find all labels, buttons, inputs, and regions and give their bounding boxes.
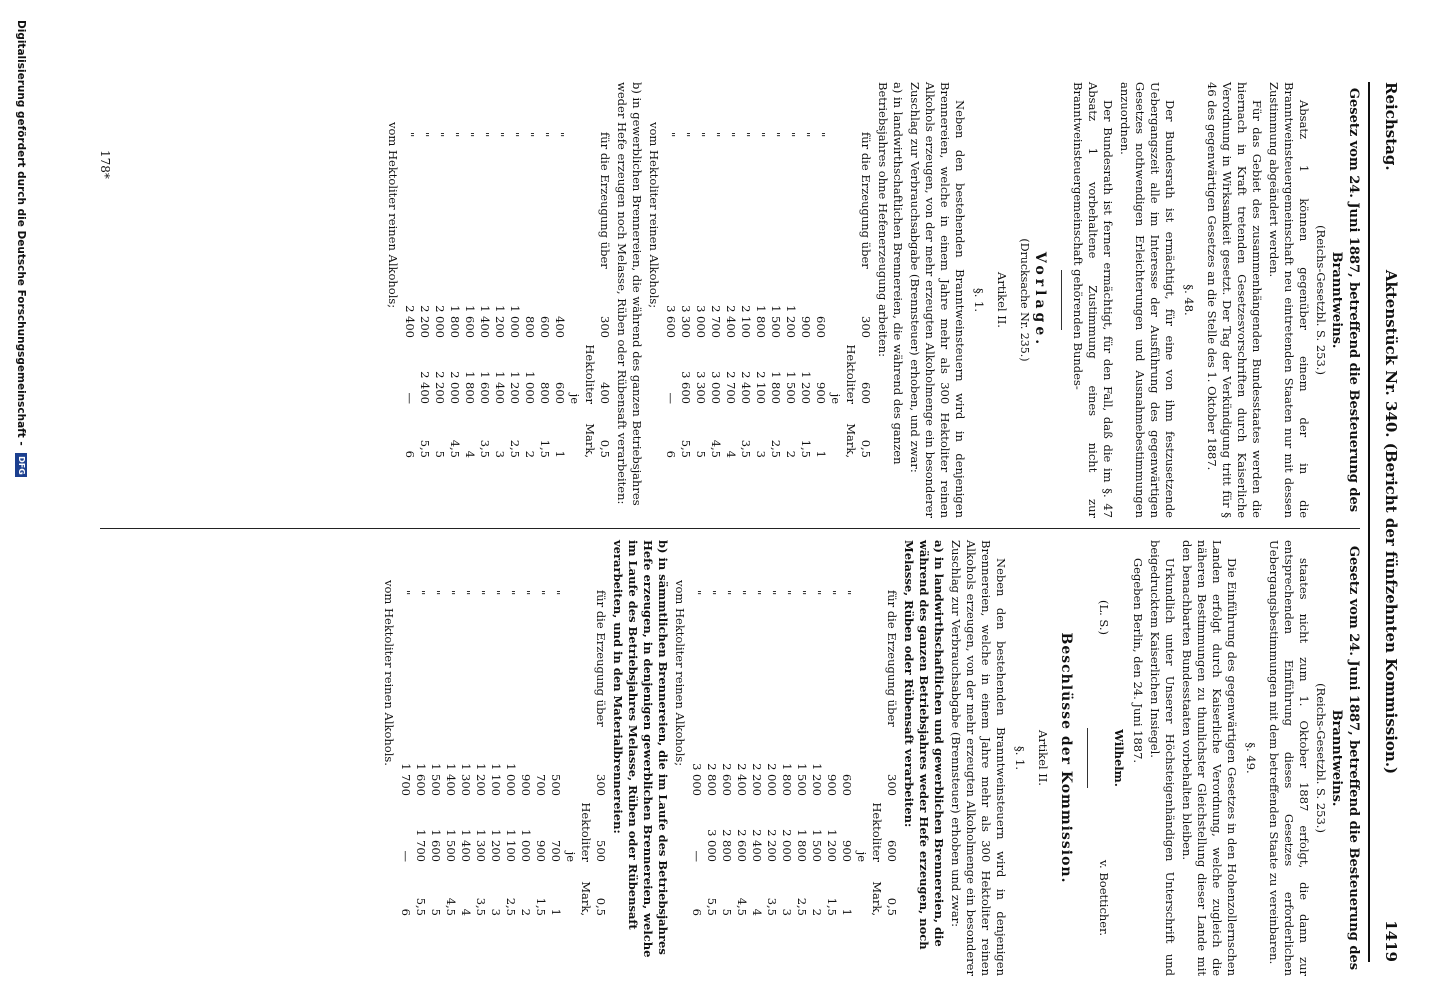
table-row xyxy=(734,540,749,976)
column-divider xyxy=(100,528,1360,529)
rate-cell-from: 2 100 xyxy=(739,305,753,338)
rate-cell-rate: 1,5 xyxy=(799,439,813,458)
rate-cell-to: 700 xyxy=(549,840,563,862)
rate-cell-label: " xyxy=(448,132,462,138)
right-sub-b: b) in sämmtlichen Brennereien, die im Laufe des Betriebsjahres Hefe erzeugen, in denjenigen gewerblichen Brennereien, welche im Laufe des Betriebsjahres Melasse, Rüben oder Rübensaft verarbeiten, und in den Materialbrennereien: xyxy=(611,540,670,958)
table-row xyxy=(824,540,839,976)
rate-cell-from: 2 400 xyxy=(403,305,417,338)
rate-cell-from: 600 xyxy=(814,316,828,338)
left-title: Gesetz vom 24. Juni 1887, betreffend die Besteuerung des Branntweins. xyxy=(1329,87,1361,513)
rate-cell-to: 600 xyxy=(553,382,567,404)
left-sub-b: b) in gewerblichen Brennereien, die während des ganzen Betriebsjahres weder Hefe erzeugen noch Melasse, Rüben oder Rübensaft verarbeiten: xyxy=(615,82,644,506)
right-section-1-text: Neben den bestehenden Branntweinsteuern wird in denjenigen Brennereien, welche in einem Jahre mehr als 300 Hektoliter reinen Alkohols erzeugen, von der mehr erzeugten Alkoholmenge ein besonderer Zuschlag zur Verbrauchsabgabe (Brennsteuer) erhoben und zwar: xyxy=(949,540,1008,976)
rate-cell-rate: 5 xyxy=(433,450,447,458)
rate-cell-from: 900 xyxy=(799,316,813,338)
rate-cell-rate: 1,5 xyxy=(538,439,552,458)
rate-cell-rate: 0,5 Mark, xyxy=(579,881,608,916)
rate-cell-from: 1 400 xyxy=(444,763,458,796)
rate-cell-rate: 4,5 xyxy=(444,897,458,916)
rate-cell-rate: 1,5 xyxy=(534,897,548,916)
rate-cell-from: 1 500 xyxy=(769,305,783,338)
rate-cell-from: 1 300 xyxy=(459,763,473,796)
rate-cell-label: " xyxy=(429,590,443,596)
rate-cell-rate: 6 xyxy=(403,450,417,458)
rate-cell-to: 1 800 xyxy=(795,829,809,862)
rate-cell-label: " xyxy=(478,132,492,138)
right-per-hl-a: vom Hektoliter reinen Alkohols; xyxy=(673,580,687,767)
rate-cell-from: 1 800 xyxy=(754,305,768,338)
rate-cell-from: 1 000 xyxy=(508,305,522,338)
table-row xyxy=(839,540,854,976)
rate-cell-to: 1 000 xyxy=(523,371,537,404)
rate-cell-label: " xyxy=(840,590,854,596)
rate-cell-rate: 1 xyxy=(553,450,567,458)
table-row xyxy=(522,82,537,518)
vorlage-heading: Vorlage. xyxy=(1032,251,1048,349)
table-row xyxy=(704,540,719,976)
table-row xyxy=(809,540,824,976)
rate-cell-label: für die Erzeugung über xyxy=(885,590,899,727)
rate-cell-to: 3 000 xyxy=(705,829,719,862)
rate-cell-from: 1 200 xyxy=(493,305,507,338)
rate-cell-label: " xyxy=(493,132,507,138)
rate-cell-rate: 1 xyxy=(840,908,854,916)
rate-cell-label: " xyxy=(795,590,809,596)
rate-cell-rate: 5 xyxy=(429,908,443,916)
table-row xyxy=(798,82,813,518)
rate-cell-rate: 5 xyxy=(720,908,734,916)
rate-cell-from: 1 800 xyxy=(780,763,794,796)
rate-cell-from: 1 600 xyxy=(414,763,428,796)
rate-cell-rate: 5,5 xyxy=(679,439,693,458)
table-row xyxy=(693,82,708,518)
separator-right xyxy=(1087,728,1088,788)
rate-cell-label: " xyxy=(489,590,503,596)
rate-cell-rate: 2,5 xyxy=(769,439,783,458)
rate-cell-label: " xyxy=(799,132,813,138)
table-row xyxy=(447,82,462,518)
rate-cell-from: 300 xyxy=(598,316,612,338)
seal-row xyxy=(1096,540,1111,976)
rate-cell-rate: 1,5 xyxy=(825,897,839,916)
table-row xyxy=(719,540,734,976)
rate-cell-label: " xyxy=(679,132,693,138)
separator xyxy=(1061,270,1062,330)
rate-cell-to: 1 200 xyxy=(489,829,503,862)
rate-cell-to: 1 200 xyxy=(508,371,522,404)
rate-cell-rate: 2 xyxy=(784,450,798,458)
rate-cell-label: " xyxy=(519,590,533,596)
digitization-note: Digitalisierung gefördert durch die Deutsche Forschungsgemeinschaft - DFG xyxy=(15,20,27,477)
rate-cell-to: 2 700 xyxy=(724,371,738,404)
rate-cell-from: 800 xyxy=(523,316,537,338)
rate-cell-label: " xyxy=(825,590,839,596)
rate-cell-to: 1 400 xyxy=(459,829,473,862)
rate-cell-to: 1 800 xyxy=(769,371,783,404)
table-row xyxy=(402,82,417,518)
rate-cell-from: 300 xyxy=(885,774,899,796)
rate-cell-to: 1 400 xyxy=(493,371,507,404)
rate-cell-to: 1 300 xyxy=(474,829,488,862)
rate-cell-from: 700 xyxy=(534,774,548,796)
rate-cell-to: 1 500 xyxy=(784,371,798,404)
rate-cell-rate: 0,5 Mark, xyxy=(583,423,612,458)
left-section-48-text-1: Der Bundesrath ist ermächtigt, für eine von ihm festzusetzende Uebergangszeit alle im Interesse der Ausführung des gegenwärtigen Gesetzes nothwendigen Erleichterungen und Ausnahmebestimmungen anzuordnen. xyxy=(1118,82,1177,518)
right-sub-a: a) in landwirthschaftlichen und gewerblichen Brennereien, die während des ganzen Betriebsjahres weder Hefe erzeugen, noch Melasse, Rüben oder Rübensaft verarbeiten: xyxy=(902,540,946,950)
left-paragraph-1: Absatz 1 können gegenüber einem der in die Branntweinsteuergemeinschaft neu eintretenden Staaten nur mit dessen Zustimmung abgeändert werden. xyxy=(1267,82,1311,518)
rate-cell-label: " xyxy=(474,590,488,596)
right-section-49-text-3: Gegeben Berlin, den 24. Juni 1887. xyxy=(1131,558,1145,764)
left-sub-a: a) in landwirthschaftlichen Brennereien, die während des ganzen Betriebsjahres ohne Hefenerzeugung arbeiten: xyxy=(876,82,905,465)
table-row xyxy=(567,82,612,518)
rate-cell-to: 1 000 xyxy=(519,829,533,862)
left-section-48: §. 48. xyxy=(1182,284,1196,316)
table-row xyxy=(854,540,899,976)
rate-cell-from: 3 000 xyxy=(694,305,708,338)
rate-cell-label: " xyxy=(664,132,678,138)
rate-cell-to: 2 200 xyxy=(765,829,779,862)
header-center: Aktenstück Nr. 340. (Bericht der fünfzehnten Kommission.) xyxy=(1382,269,1400,775)
rate-cell-to: 500 Hektoliter je xyxy=(564,802,608,862)
rate-cell-from: 3 000 xyxy=(690,763,704,796)
table-row xyxy=(398,540,413,976)
rate-cell-label: " xyxy=(403,132,417,138)
rate-cell-label: " xyxy=(463,132,477,138)
rate-cell-from: 1 600 xyxy=(463,305,477,338)
rate-cell-to: 1 200 xyxy=(825,829,839,862)
rate-cell-to: 2 000 xyxy=(448,371,462,404)
rate-cell-label: " xyxy=(444,590,458,596)
table-row xyxy=(689,540,704,976)
rate-cell-to: 1 200 xyxy=(799,371,813,404)
right-section-49-text-1: Die Einführung des gegenwärtigen Gesetzes in den Hohenzollernschen Landen erfolgt durch Kaiserliche Verordnung, welche zugleich die näheren Bestimmungen zu thunlichster Gleichstellung dieser Lande mit den benachbarten Bundesstaaten vorbehalten bleiben. xyxy=(1180,540,1239,976)
rate-cell-label: " xyxy=(810,590,824,596)
table-row xyxy=(443,540,458,976)
right-column xyxy=(132,540,1362,976)
rate-cell-to: 1 600 xyxy=(429,829,443,862)
right-section-1: §. 1. xyxy=(1013,745,1027,771)
commission-heading: Beschlüsse der Kommission. xyxy=(1058,632,1074,884)
rate-cell-from: 2 400 xyxy=(724,305,738,338)
rate-cell-to: 600 Hektoliter je xyxy=(855,802,899,862)
table-row xyxy=(768,82,783,518)
rate-cell-to: 900 xyxy=(814,382,828,404)
seal: (L. S.) xyxy=(1097,600,1111,636)
table-row xyxy=(794,540,809,976)
rate-cell-from: 300 xyxy=(859,316,873,338)
rate-cell-to: 2 400 xyxy=(750,829,764,862)
rate-cell-label: " xyxy=(534,590,548,596)
rate-cell-rate: 4,5 xyxy=(709,439,723,458)
left-paragraph-2: Für das Gebiet des zusammenhängenden Bundesstaates werden die hiernach in Kraft tretenden Gesetzesvorschriften durch Kaiserliche Verordnung in Wirksamkeit gesetzt. Der Tag der Verkündigung tritt für § 46 des gegenwärtigen Gesetzes an die Stelle des 1. Oktober 1887. xyxy=(1205,82,1264,518)
rate-cell-from: 2 800 xyxy=(705,763,719,796)
table-row xyxy=(462,82,477,518)
rate-cell-label: " xyxy=(769,132,783,138)
rate-cell-from: 1 500 xyxy=(429,763,443,796)
rate-cell-from: 2 400 xyxy=(735,763,749,796)
rate-cell-label: " xyxy=(508,132,522,138)
rate-cell-rate: 6 xyxy=(690,908,704,916)
rate-cell-from: 500 xyxy=(549,774,563,796)
rate-cell-to: — xyxy=(664,392,678,404)
table-row xyxy=(663,82,678,518)
rate-cell-label: " xyxy=(709,132,723,138)
rate-cell-to: 1 500 xyxy=(444,829,458,862)
rate-cell-to: 1 500 xyxy=(810,829,824,862)
table-row xyxy=(503,540,518,976)
rate-cell-rate: 3 xyxy=(754,450,768,458)
page-number: 1419 xyxy=(1382,920,1400,962)
rate-cell-to: 3 000 xyxy=(709,371,723,404)
rate-cell-label: " xyxy=(399,590,413,596)
rate-cell-rate: 5,5 xyxy=(414,897,428,916)
right-rate-table-b xyxy=(398,540,608,976)
rate-cell-rate: 4 xyxy=(724,450,738,458)
table-row xyxy=(507,82,522,518)
table-row xyxy=(723,82,738,518)
rate-cell-label: für die Erzeugung über xyxy=(594,590,608,727)
rate-cell-to: 3 600 xyxy=(679,371,693,404)
rate-cell-rate: 2 xyxy=(810,908,824,916)
rate-cell-from: 300 xyxy=(594,774,608,796)
table-row xyxy=(417,82,432,518)
table-row xyxy=(413,540,428,976)
rate-cell-label: " xyxy=(754,132,768,138)
rate-cell-rate: 3,5 xyxy=(478,439,492,458)
table-row xyxy=(738,82,753,518)
rate-cell-rate: 6 xyxy=(664,450,678,458)
rate-cell-from: 2 700 xyxy=(709,305,723,338)
rate-cell-label: " xyxy=(553,132,567,138)
rate-cell-label: " xyxy=(750,590,764,596)
rate-cell-to: 2 400 xyxy=(739,371,753,404)
rate-cell-from: 1 200 xyxy=(784,305,798,338)
right-per-hl-b: vom Hektoliter reinen Alkohols. xyxy=(382,580,396,766)
rate-cell-rate: 4,5 xyxy=(448,439,462,458)
table-row xyxy=(492,82,507,518)
rate-cell-rate: 1 xyxy=(549,908,563,916)
rate-cell-rate: 4 xyxy=(459,908,473,916)
rate-cell-rate: 5,5 xyxy=(705,897,719,916)
rate-cell-label: " xyxy=(433,132,447,138)
rate-cell-to: 2 000 xyxy=(780,829,794,862)
right-section-49-text-2: Urkundlich unter Unserer Höchsteigenhändigen Unterschrift und beigedrucktem Kaiserlichen Insiegel. xyxy=(1148,540,1177,976)
signature: Wilhelm. xyxy=(1112,729,1126,787)
rate-cell-from: 1 200 xyxy=(474,763,488,796)
rate-cell-rate: 4,5 xyxy=(735,897,749,916)
rate-cell-from: 3 300 xyxy=(679,305,693,338)
table-row xyxy=(779,540,794,976)
countersign: v. Boetticher. xyxy=(1097,859,1111,936)
right-paragraph-1: staates nicht zum 1. Oktober 1887 erfolgt, die dann zur entsprechenden Einführung dieses Gesetzes erforderlichen Uebergangsbestimmungen mit dem betreffenden Staate zu vereinbaren. xyxy=(1267,540,1311,976)
rate-cell-from: 1 000 xyxy=(504,763,518,796)
left-per-hl-a: vom Hektoliter reinen Alkohols; xyxy=(647,122,661,309)
dfg-logo-icon: DFG xyxy=(15,453,27,477)
rate-cell-rate: 3 xyxy=(493,450,507,458)
table-row xyxy=(753,82,768,518)
rate-cell-to: 1 700 xyxy=(414,829,428,862)
rate-cell-label: " xyxy=(418,132,432,138)
right-section-49: §. 49. xyxy=(1244,742,1258,774)
table-row xyxy=(432,82,447,518)
table-row xyxy=(552,82,567,518)
rate-cell-label: " xyxy=(739,132,753,138)
rate-cell-from: 900 xyxy=(825,774,839,796)
table-row xyxy=(473,540,488,976)
rate-cell-from: 2 200 xyxy=(750,763,764,796)
rate-cell-to: 400 Hektoliter je xyxy=(568,344,612,404)
rate-cell-to: — xyxy=(403,392,417,404)
table-row xyxy=(678,82,693,518)
left-section-48-text-2: Der Bundesrath ist ferner ermächtigt, für den Fall, daß die im §. 47 Absatz 1 vorbehaltene Zustimmung eines nicht zur Branntweinsteuergemeinschaft gehörenden Bundes- xyxy=(1071,82,1115,518)
rate-cell-to: 2 800 xyxy=(720,829,734,862)
rate-cell-rate: 3,5 xyxy=(765,897,779,916)
rate-cell-from: 1 100 xyxy=(489,763,503,796)
table-row xyxy=(477,82,492,518)
right-rate-table-a xyxy=(689,540,899,976)
rate-cell-from: 2 600 xyxy=(720,763,734,796)
rate-cell-to: 2 400 xyxy=(418,371,432,404)
rate-cell-rate: 2,5 xyxy=(508,439,522,458)
rate-cell-label: " xyxy=(765,590,779,596)
left-title-ref: (Reichs-Gesetzbl. S. 253.) xyxy=(1314,225,1328,375)
header-left: Reichstag. xyxy=(1382,82,1400,171)
rate-cell-rate: 2 xyxy=(523,450,537,458)
rate-cell-label: " xyxy=(538,132,552,138)
rate-cell-to: 1 800 xyxy=(463,371,477,404)
rate-cell-from: 1 800 xyxy=(448,305,462,338)
rate-cell-from: 400 xyxy=(553,316,567,338)
rate-cell-label: " xyxy=(523,132,537,138)
left-section-1: §. 1. xyxy=(972,287,986,313)
rate-cell-label: " xyxy=(724,132,738,138)
rate-cell-label: " xyxy=(414,590,428,596)
rate-cell-label: " xyxy=(549,590,563,596)
rate-cell-from: 600 xyxy=(538,316,552,338)
rate-cell-label: für die Erzeugung über xyxy=(598,132,612,269)
rate-cell-rate: 1 xyxy=(814,450,828,458)
rate-cell-to: 800 xyxy=(538,382,552,404)
rate-cell-label: " xyxy=(705,590,719,596)
rate-cell-label: " xyxy=(504,590,518,596)
rate-cell-rate: 2,5 xyxy=(504,897,518,916)
table-row xyxy=(537,82,552,518)
rate-cell-label: " xyxy=(735,590,749,596)
rate-cell-from: 2 200 xyxy=(418,305,432,338)
rate-cell-from: 3 600 xyxy=(664,305,678,338)
table-row xyxy=(749,540,764,976)
table-row xyxy=(488,540,503,976)
table-row xyxy=(563,540,608,976)
rate-cell-label: " xyxy=(459,590,473,596)
left-column xyxy=(132,82,1362,518)
right-title: Gesetz vom 24. Juni 1887, betreffend die Besteuerung des Branntweins. xyxy=(1329,545,1361,971)
left-article: Artikel II. xyxy=(995,272,1009,328)
left-section-1-text: Neben den bestehenden Branntweinsteuern wird in denjenigen Brennereien, welche in einem Jahre mehr als 300 Hektoliter reinen Alkohols erzeugen, von der mehr erzeugten Alkoholmenge ein besonderer Zuschlag zur Verbrauchsabgabe (Brennsteuer) erhoben, und zwar: xyxy=(908,82,967,518)
rate-cell-label: " xyxy=(784,132,798,138)
table-row xyxy=(533,540,548,976)
table-row xyxy=(548,540,563,976)
rate-cell-to: 1 100 xyxy=(504,829,518,862)
rate-cell-rate: 4 xyxy=(750,908,764,916)
rate-cell-to: 1 600 xyxy=(478,371,492,404)
table-row xyxy=(813,82,828,518)
table-row xyxy=(518,540,533,976)
rate-cell-rate: 0,5 Mark, xyxy=(870,881,899,916)
rate-cell-to: — xyxy=(399,850,413,862)
left-rate-table-a xyxy=(663,82,873,518)
rate-cell-to: 2 200 xyxy=(433,371,447,404)
rate-cell-rate: 6 xyxy=(399,908,413,916)
page-header xyxy=(1368,82,1406,962)
rate-cell-from: 1 400 xyxy=(478,305,492,338)
rate-cell-to: 600 Hektoliter je xyxy=(829,344,873,404)
rate-cell-from: 1 500 xyxy=(795,763,809,796)
left-per-hl-b: vom Hektoliter reinen Alkohols; xyxy=(386,122,400,309)
table-row xyxy=(783,82,798,518)
rate-cell-rate: 2,5 xyxy=(795,897,809,916)
rate-cell-rate: 3,5 xyxy=(474,897,488,916)
rate-cell-label: " xyxy=(780,590,794,596)
rate-cell-label: " xyxy=(694,132,708,138)
rate-cell-from: 2 000 xyxy=(765,763,779,796)
table-row xyxy=(458,540,473,976)
rate-cell-rate: 4 xyxy=(463,450,477,458)
rate-cell-to: 2 600 xyxy=(735,829,749,862)
right-article: Artikel II. xyxy=(1036,730,1050,786)
rate-cell-label: für die Erzeugung über xyxy=(859,132,873,269)
rate-cell-from: 1 700 xyxy=(399,763,413,796)
rate-cell-label: " xyxy=(814,132,828,138)
rate-cell-rate: 3,5 xyxy=(739,439,753,458)
rate-cell-rate: 5,5 xyxy=(418,439,432,458)
rate-cell-to: 2 100 xyxy=(754,371,768,404)
rate-cell-to: 900 xyxy=(840,840,854,862)
rate-cell-to: — xyxy=(690,850,704,862)
rate-cell-from: 2 000 xyxy=(433,305,447,338)
table-row xyxy=(764,540,779,976)
right-title-ref: (Reichs-Gesetzbl. S. 253.) xyxy=(1314,683,1328,833)
rate-cell-rate: 5 xyxy=(694,450,708,458)
rate-cell-from: 600 xyxy=(840,774,854,796)
table-row xyxy=(428,540,443,976)
rate-cell-to: 900 xyxy=(534,840,548,862)
vorlage-sub: (Drucksache Nr. 235.) xyxy=(1018,238,1031,362)
rate-cell-rate: 3 xyxy=(489,908,503,916)
rate-cell-rate: 2 xyxy=(519,908,533,916)
rate-cell-from: 900 xyxy=(519,774,533,796)
rate-cell-label: " xyxy=(720,590,734,596)
rate-cell-from: 1 200 xyxy=(810,763,824,796)
rate-cell-label: " xyxy=(690,590,704,596)
table-row xyxy=(828,82,873,518)
rate-cell-rate: 0,5 Mark, xyxy=(844,423,873,458)
sheet-mark: 178* xyxy=(98,150,112,179)
left-rate-table-b xyxy=(402,82,612,518)
table-row xyxy=(708,82,723,518)
rate-cell-to: 3 300 xyxy=(694,371,708,404)
rate-cell-rate: 3 xyxy=(780,908,794,916)
